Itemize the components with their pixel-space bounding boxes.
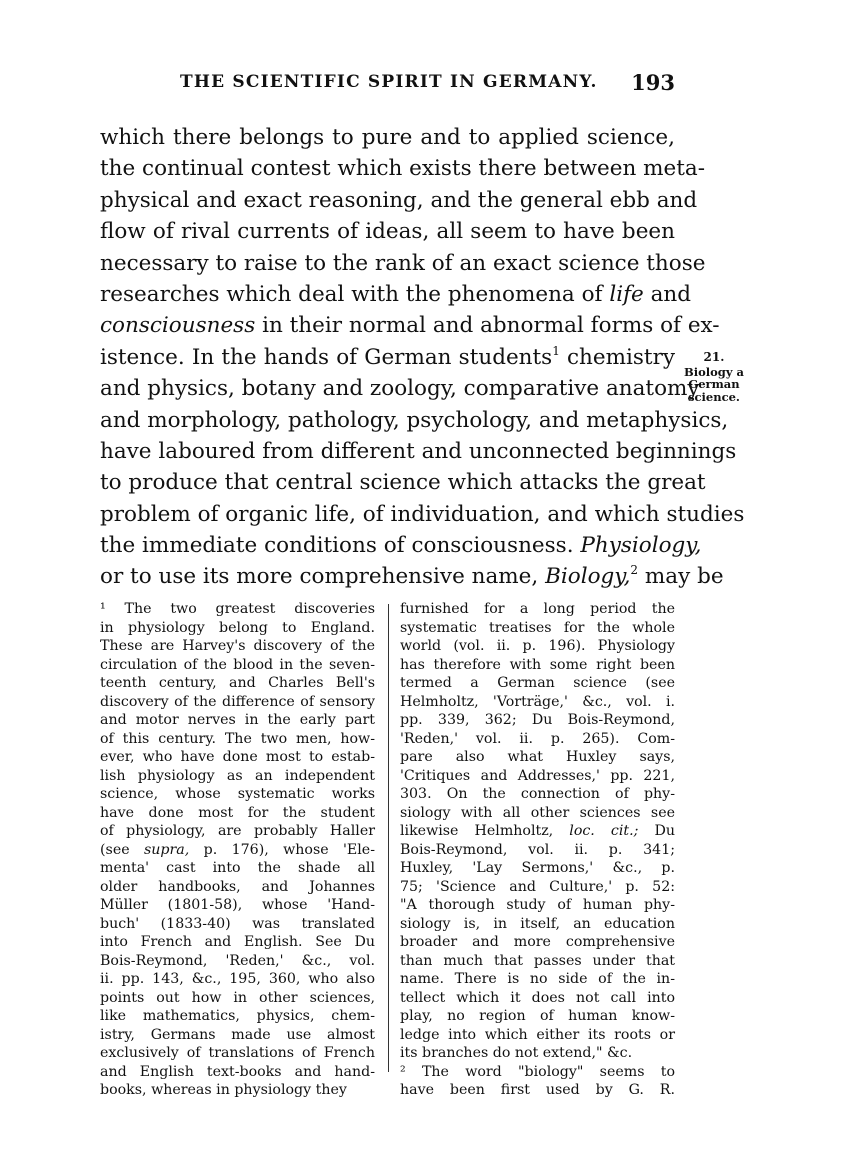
footnote-line: broader and more comprehensive <box>400 934 675 950</box>
footnote-line: ever, who have done most to estab- <box>100 749 375 765</box>
body-line: which there belongs to pure and to applied science, <box>100 125 675 150</box>
margin-note-text: German <box>688 377 740 391</box>
italic-term: Physiology, <box>580 533 702 559</box>
footnote-line: have been first used by G. R. <box>400 1082 675 1098</box>
footnote-line: in physiology belong to England. <box>100 619 375 636</box>
footnote-line: menta' cast into the shade all <box>100 860 375 876</box>
footnote-line: tellect which it does not call into <box>400 989 675 1006</box>
footnote-line: Helmholtz, 'Vorträge,' &c., vol. i. <box>400 693 675 710</box>
footnote-line: 'Reden,' vol. ii. p. 265). Com- <box>400 730 675 747</box>
footnote-line: systematic treatises for the whole <box>400 619 675 636</box>
italic-term: consciousness <box>100 313 256 339</box>
body-line: and physics, botany and zoology, comparative anatomy <box>100 376 700 402</box>
margin-note-number: 21. <box>703 350 725 364</box>
footnote-line: Bois-Reymond, vol. ii. p. 341; <box>400 841 675 858</box>
body-line <box>100 561 724 592</box>
footnote-line: and motor nerves in the early part <box>100 712 375 728</box>
italic-term: Biology, <box>545 564 631 590</box>
footnote-line: into French and English. See Du <box>100 934 375 950</box>
footnote-line: world (vol. ii. p. 196). Physiology <box>400 638 675 654</box>
body-line <box>100 342 675 373</box>
footnote-column-left <box>100 600 375 1100</box>
footnote-line: exclusively of translations of French <box>100 1045 375 1061</box>
footnote-ref: 2 <box>630 563 639 578</box>
margin-note <box>684 351 744 403</box>
body-line: the continual contest which exists there between meta- <box>100 156 705 182</box>
footnote-line: of this century. The two men, how- <box>100 730 375 747</box>
body-text-run: may be <box>644 564 724 590</box>
body-text-run: chemistry <box>567 344 675 370</box>
footnote-line: discovery of the difference of sensory <box>100 693 375 710</box>
body-text-run: the immediate conditions of consciousness. <box>100 533 574 559</box>
footnotes <box>100 600 680 1098</box>
body-line: necessary to raise to the rank of an exact science those <box>100 250 706 276</box>
footnote-text-run: Du <box>654 823 675 839</box>
footnote-line <box>400 822 675 841</box>
body-line: to produce that central science which attacks the great <box>100 470 706 496</box>
footnote-line: Müller (1801-58), whose 'Hand- <box>100 897 375 913</box>
footnote-line: "A thorough study of human phy- <box>400 897 675 913</box>
footnote-line: have done most for the student <box>100 804 375 821</box>
body-line <box>100 310 720 341</box>
footnote-line: books, whereas in physiology they <box>100 1082 347 1098</box>
footnote-line: lish physiology as an independent <box>100 767 375 784</box>
footnote-ref: 1 <box>552 343 560 358</box>
italic-term: supra, <box>144 841 190 858</box>
footnote-line: furnished for a long period the <box>400 601 675 617</box>
footnote-line: Huxley, 'Lay Sermons,' &c., p. <box>400 860 675 876</box>
page-header <box>100 70 675 100</box>
footnote-line: play, no region of human know- <box>400 1008 675 1024</box>
footnote-line: pp. 339, 362; Du Bois-Reymond, <box>400 712 675 728</box>
footnote-line: ² The word "biology" seems to <box>400 1063 675 1080</box>
footnote-text-run: p. 176), whose 'Ele- <box>203 841 376 858</box>
footnote-line: 75; 'Science and Culture,' p. 52: <box>400 878 675 895</box>
footnote-line: siology with all other sciences see <box>400 804 675 821</box>
body-text-run: and <box>650 281 692 307</box>
body-text-run: istence. In the hands of German students <box>100 344 553 370</box>
column-divider <box>388 604 389 1072</box>
footnote-line: siology is, in itself, an education <box>400 915 675 932</box>
footnote-line: ¹ The two greatest discoveries <box>100 601 375 617</box>
body-line: flow of rival currents of ideas, all seem to have been <box>100 219 675 245</box>
footnote-line: Bois-Reymond, 'Reden,' &c., vol. <box>100 952 375 969</box>
footnote-line: istry, Germans made use almost <box>100 1026 375 1043</box>
body-line: and morphology, pathology, psychology, and metaphysics, <box>100 407 729 433</box>
footnote-line: older handbooks, and Johannes <box>100 878 375 895</box>
footnote-line: buch' (1833-40) was translated <box>100 915 375 932</box>
footnote-line: pare also what Huxley says, <box>400 749 675 765</box>
page-number: 193 <box>631 70 675 95</box>
footnote-line: name. There is no side of the in- <box>400 971 675 987</box>
body-line <box>100 530 702 561</box>
body-line: have laboured from different and unconnected beginnings <box>100 438 737 464</box>
footnote-line: its branches do not extend," &c. <box>400 1045 633 1061</box>
footnote-line <box>100 841 375 860</box>
footnote-line: ii. pp. 143, &c., 195, 360, who also <box>100 971 375 987</box>
footnote-line: than much that passes under that <box>400 952 675 969</box>
body-text-run: in their normal and abnormal forms of ex- <box>262 313 720 339</box>
footnote-column-right <box>400 600 675 1100</box>
footnote-line: 303. On the connection of phy- <box>400 786 675 802</box>
footnote-line: These are Harvey's discovery of the <box>100 638 375 654</box>
body-line: problem of organic life, of individuation, and which studies <box>100 501 745 527</box>
margin-note-text: science. <box>688 389 740 404</box>
footnote-line: and English text-books and hand- <box>100 1063 375 1080</box>
footnote-line: science, whose systematic works <box>100 786 375 802</box>
italic-term: life <box>609 281 644 307</box>
body-text-run: or to use its more comprehensive name, <box>100 564 539 590</box>
running-head: THE SCIENTIFIC SPIRIT IN GERMANY. <box>180 72 598 92</box>
footnote-text-run: (see <box>100 841 130 858</box>
footnote-line: circulation of the blood in the seven- <box>100 656 375 673</box>
footnote-line: like mathematics, physics, chem- <box>100 1008 375 1024</box>
footnote-line: of physiology, are probably Haller <box>100 823 375 839</box>
footnote-line: ledge into which either its roots or <box>400 1026 675 1043</box>
footnote-line: has therefore with some right been <box>400 656 675 673</box>
footnote-line: 'Critiques and Addresses,' pp. 221, <box>400 767 675 784</box>
italic-term: loc. cit.; <box>569 823 639 839</box>
footnote-line: points out how in other sciences, <box>100 989 375 1006</box>
margin-note-text: Biology a <box>684 364 744 379</box>
footnote-line: teenth century, and Charles Bell's <box>100 675 375 691</box>
body-line: physical and exact reasoning, and the general ebb and <box>100 187 698 213</box>
footnote-line: termed a German science (see <box>400 675 675 691</box>
footnote-text-run: likewise Helmholtz, <box>400 823 554 839</box>
body-line <box>100 279 692 310</box>
body-text-run: researches which deal with the phenomena of <box>100 281 603 307</box>
